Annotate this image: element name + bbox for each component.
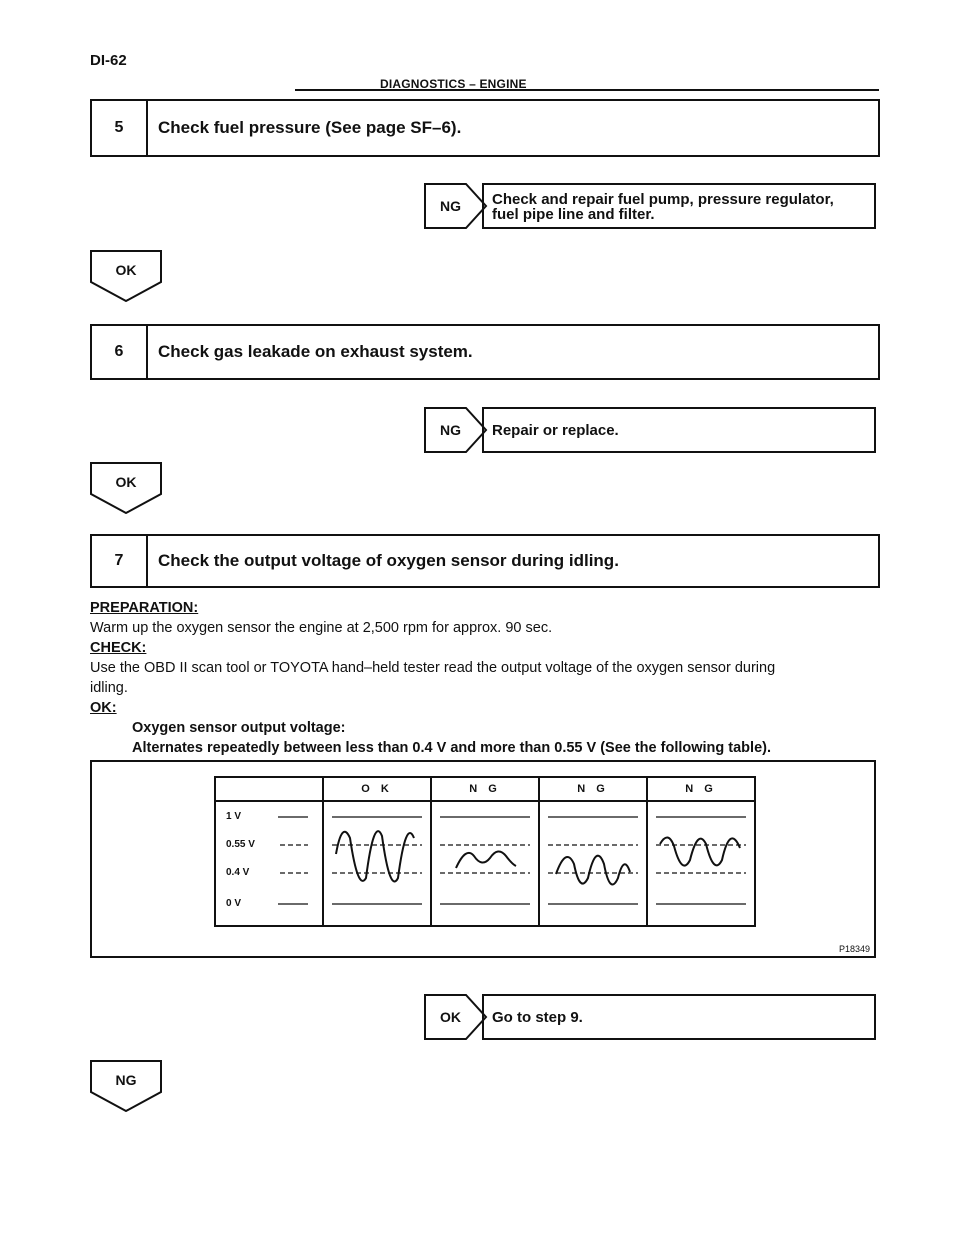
step-6-box: [90, 324, 880, 380]
waveform-cell-ng: [647, 801, 755, 926]
voltage-label-0v: 0 V: [226, 898, 242, 909]
column-header-ng: N G: [431, 777, 539, 801]
page-number: DI-62: [90, 52, 127, 69]
waveform-ng-narrow: [432, 802, 538, 920]
column-header-ng: N G: [539, 777, 647, 801]
ok-down-arrow: [90, 462, 162, 514]
ok-result-text: Go to step 9.: [492, 1008, 583, 1026]
figure-id: P18349: [838, 944, 870, 954]
ng-result-box: [482, 407, 876, 453]
voltage-label-055v: 0.55 V: [226, 839, 255, 850]
ok-label: OK: [115, 474, 137, 490]
ng-result-line: fuel pipe line and filter.: [492, 206, 655, 223]
waveform-table: [214, 776, 756, 927]
waveform-ng-high: [648, 802, 754, 920]
label-tick-lines: [216, 802, 322, 920]
step-number: 7: [92, 536, 148, 586]
ng-arrow: [424, 183, 490, 229]
step-number: 6: [92, 326, 148, 378]
ok-down-arrow: [90, 250, 162, 302]
check-text: idling.: [90, 680, 128, 696]
ok-criteria-title: Oxygen sensor output voltage:: [132, 720, 346, 736]
ng-arrow: [424, 407, 490, 453]
waveform-cell-ng: [431, 801, 539, 926]
step-title: Check the output voltage of oxygen sensor during idling.: [158, 551, 619, 570]
ng-down-arrow: [90, 1060, 162, 1112]
step-title: Check fuel pressure (See page SF–6).: [158, 118, 462, 137]
preparation-text: Warm up the oxygen sensor the engine at 2,500 rpm for approx. 90 sec.: [90, 620, 553, 636]
voltage-waveform-figure: [90, 760, 876, 958]
waveform-ok: [324, 802, 430, 920]
ng-result-box: [482, 183, 876, 229]
column-header-ok: O K: [323, 777, 431, 801]
step-number: 5: [92, 101, 148, 155]
column-header-ng: N G: [647, 777, 755, 801]
waveform-ng-low: [540, 802, 646, 920]
voltage-label-1v: 1 V: [226, 811, 242, 822]
waveform-cell-ng: [539, 801, 647, 926]
ok-result-box: [482, 994, 876, 1040]
preparation-heading: PREPARATION:: [90, 600, 199, 616]
ng-label: NG: [115, 1072, 137, 1088]
ok-arrow: [424, 994, 490, 1040]
step-7-box: [90, 534, 880, 588]
ng-label: NG: [440, 198, 461, 214]
section-rule: [295, 89, 879, 91]
ok-label: OK: [440, 1009, 461, 1025]
step-5-box: [90, 99, 880, 157]
step-title: Check gas leakade on exhaust system.: [158, 342, 473, 361]
voltage-label-cell: [215, 801, 323, 926]
ok-label: OK: [115, 262, 137, 278]
ok-criteria-text: Alternates repeatedly between less than 0.4 V and more than 0.55 V (See the following table).: [132, 740, 771, 756]
waveform-cell-ok: [323, 801, 431, 926]
voltage-label-04v: 0.4 V: [226, 867, 250, 878]
step-7-instructions: [90, 598, 890, 758]
ng-result-text: Repair or replace.: [492, 421, 619, 439]
check-text: Use the OBD II scan tool or TOYOTA hand–held tester read the output voltage of the oxygen sensor during: [90, 660, 776, 676]
section-title: DIAGNOSTICS – ENGINE: [380, 77, 527, 91]
ng-label: NG: [440, 422, 461, 438]
table-corner: [215, 777, 323, 801]
ok-heading: OK:: [90, 700, 117, 716]
ng-result-line: Check and repair fuel pump, pressure regulator,: [492, 191, 834, 208]
check-heading: CHECK:: [90, 640, 147, 656]
